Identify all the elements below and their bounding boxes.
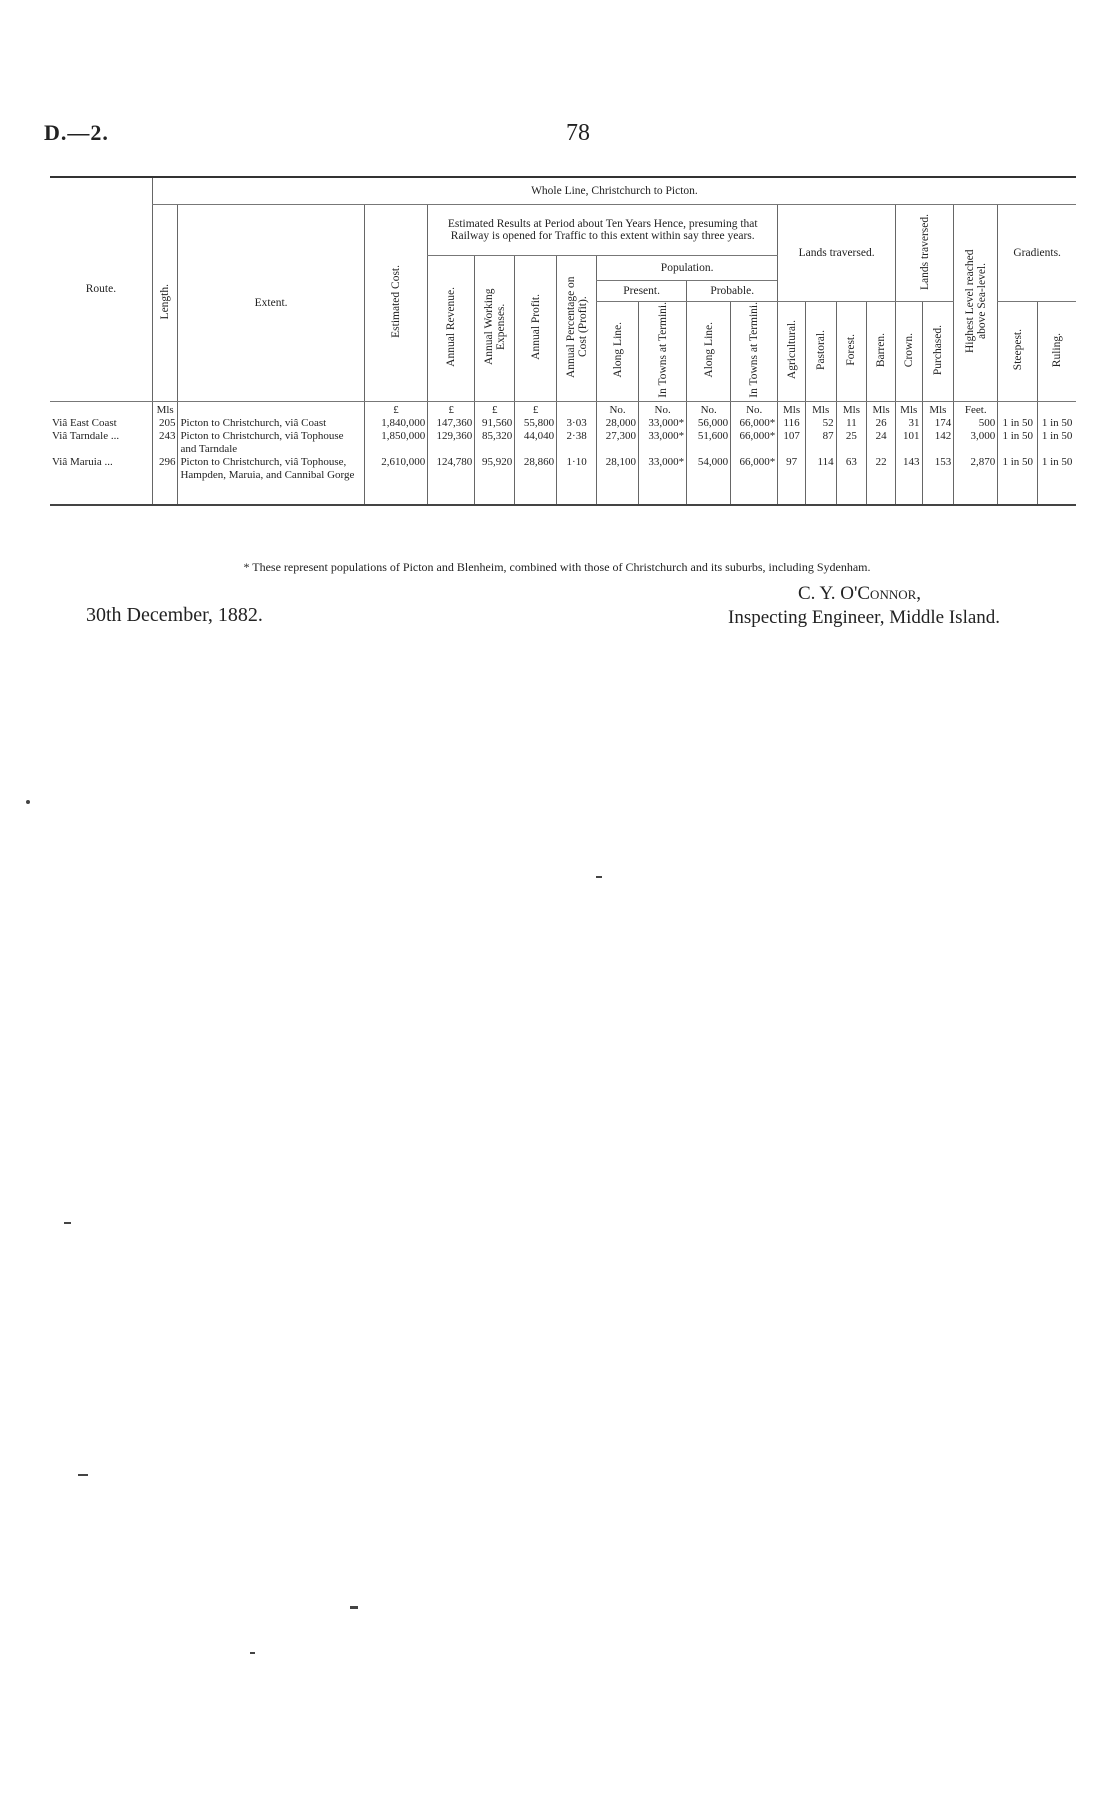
- present-towns-cell: 33,000*: [639, 430, 687, 456]
- agricultural-cell: 107: [778, 430, 806, 456]
- purchased-cell: 153: [922, 456, 954, 498]
- group-title: Whole Line, Christchurch to Picton.: [152, 177, 1076, 205]
- probable-along-cell: 56,000: [687, 417, 731, 430]
- forest-cell: 25: [836, 430, 867, 456]
- revenue-cell: 147,360: [428, 417, 475, 430]
- present-towns-cell: 33,000*: [639, 456, 687, 498]
- present-towns-cell: 33,000*: [639, 417, 687, 430]
- crown-cell: 143: [895, 456, 922, 498]
- document-code: D.—2.: [44, 120, 109, 145]
- unit-cell: Mls: [778, 401, 806, 417]
- pastoral-cell: 52: [805, 417, 836, 430]
- profit-cell: 28,860: [515, 456, 557, 498]
- unit-cell: No.: [639, 401, 687, 417]
- length-header: Length.: [152, 205, 178, 402]
- unit-cell: Mls: [152, 401, 178, 417]
- steepest-cell: 1 in 50: [998, 430, 1038, 456]
- present-along-cell: 28,000: [597, 417, 639, 430]
- unit-cell: Mls: [805, 401, 836, 417]
- percentage-cell: 1·10: [557, 456, 597, 498]
- unit-cell: £: [475, 401, 515, 417]
- lands-traversed-header: Lands traversed.: [778, 205, 896, 302]
- gradients-header: Gradients.: [998, 205, 1076, 302]
- highest-level-cell: 3,000: [954, 430, 998, 456]
- unit-cell: No.: [597, 401, 639, 417]
- barren-header: Barren.: [867, 302, 896, 402]
- unit-cell: Mls: [867, 401, 896, 417]
- unit-cell: [557, 401, 597, 417]
- purchased-header: Purchased.: [922, 302, 954, 402]
- percentage-header: Annual Percentage on Cost (Profit).: [557, 256, 597, 402]
- steepest-header: Steepest.: [998, 302, 1038, 402]
- highest-level-header: Highest Level reached above Sea-level.: [954, 205, 998, 402]
- ruling-cell: 1 in 50: [1038, 430, 1076, 456]
- scan-speck: [26, 800, 30, 804]
- profit-cell: 44,040: [515, 430, 557, 456]
- pastoral-cell: 87: [805, 430, 836, 456]
- crown-cell: 31: [895, 417, 922, 430]
- present-along-cell: 28,100: [597, 456, 639, 498]
- route-header: Route.: [50, 177, 152, 401]
- signatory-title: Inspecting Engineer, Middle Island.: [728, 607, 1001, 628]
- scan-speck: [64, 1222, 71, 1224]
- signature-block: [728, 582, 1000, 630]
- scan-speck: [250, 1652, 255, 1654]
- pastoral-header: Pastoral.: [805, 302, 836, 402]
- probable-towns-cell: 66,000*: [731, 417, 778, 430]
- unit-cell: Feet.: [954, 401, 998, 417]
- unit-cell: £: [364, 401, 427, 417]
- length-cell: 243: [152, 430, 178, 456]
- forest-header: Forest.: [836, 302, 867, 402]
- unit-cell: No.: [731, 401, 778, 417]
- probable-along-cell: 51,600: [687, 430, 731, 456]
- unit-cell: Mls: [922, 401, 954, 417]
- present-along-cell: 27,300: [597, 430, 639, 456]
- profit-header: Annual Profit.: [515, 256, 557, 402]
- percentage-cell: 2·38: [557, 430, 597, 456]
- estimated-results-header: Estimated Results at Period about Ten Years Hence, presuming that Railway is opened for Traffic to this extent within say three years.: [428, 205, 778, 256]
- probable-along-cell: 54,000: [687, 456, 731, 498]
- purchased-cell: 142: [922, 430, 954, 456]
- unit-cell: £: [428, 401, 475, 417]
- probable-towns-cell: 66,000*: [731, 456, 778, 498]
- steepest-cell: 1 in 50: [998, 456, 1038, 498]
- length-cell: 205: [152, 417, 178, 430]
- extent-cell: Picton to Christchurch, viâ Coast: [178, 417, 364, 430]
- along-line-header: Along Line.: [687, 302, 731, 402]
- table-row: [50, 456, 1076, 498]
- highest-level-cell: 2,870: [954, 456, 998, 498]
- extent-cell: Picton to Christchurch, viâ Tophouse, Hampden, Maruia, and Cannibal Gorge: [178, 456, 364, 498]
- probable-towns-cell: 66,000*: [731, 430, 778, 456]
- probable-header: Probable.: [687, 281, 778, 302]
- towns-header: In Towns at Termini.: [731, 302, 778, 402]
- population-header: Population.: [597, 256, 778, 281]
- ruling-cell: 1 in 50: [1038, 456, 1076, 498]
- scan-speck: [596, 876, 602, 878]
- unit-cell: No.: [687, 401, 731, 417]
- percentage-cell: 3·03: [557, 417, 597, 430]
- length-cell: 296: [152, 456, 178, 498]
- page-number: 78: [566, 120, 590, 146]
- agricultural-header: Agricultural.: [778, 302, 806, 402]
- scan-speck: [78, 1474, 88, 1476]
- ruling-cell: 1 in 50: [1038, 417, 1076, 430]
- unit-cell: [1038, 401, 1076, 417]
- unit-cell: [998, 401, 1038, 417]
- route-cell: Viâ Tarndale ...: [52, 429, 120, 442]
- agricultural-cell: 97: [778, 456, 806, 498]
- extent-header: Extent.: [178, 205, 364, 402]
- working-cell: 95,920: [475, 456, 515, 498]
- signatory-name: C. Y. O'Connor,: [798, 583, 922, 604]
- extent-cell: Picton to Christchurch, viâ Tophouse and Tarndale: [178, 430, 364, 456]
- ruling-header: Ruling.: [1038, 302, 1076, 402]
- pastoral-cell: 114: [805, 456, 836, 498]
- barren-cell: 24: [867, 430, 896, 456]
- forest-cell: 63: [836, 456, 867, 498]
- highest-level-cell: 500: [954, 417, 998, 430]
- date: 30th December, 1882.: [86, 604, 263, 626]
- cost-cell: 1,840,000: [364, 417, 427, 430]
- units-row: [50, 401, 1076, 417]
- route-cell: Viâ East Coast: [52, 416, 117, 429]
- along-line-header: Along Line.: [597, 302, 639, 402]
- purchased-cell: 174: [922, 417, 954, 430]
- table-row: [50, 417, 1076, 430]
- unit-cell: Mls: [895, 401, 922, 417]
- footnote: * These represent populations of Picton and Blenheim, combined with those of Christchurch and its suburbs, including Sydenham.: [243, 560, 871, 574]
- unit-cell: [178, 401, 364, 417]
- crown-cell: 101: [895, 430, 922, 456]
- towns-header: In Towns at Termini.: [639, 302, 687, 402]
- present-header: Present.: [597, 281, 687, 302]
- revenue-cell: 124,780: [428, 456, 475, 498]
- table-row: [50, 430, 1076, 456]
- profit-cell: 55,800: [515, 417, 557, 430]
- unit-cell: Mls: [836, 401, 867, 417]
- table-bottom-rule: [50, 498, 1076, 505]
- barren-cell: 26: [867, 417, 896, 430]
- cost-cell: 2,610,000: [364, 456, 427, 498]
- revenue-cell: 129,360: [428, 430, 475, 456]
- scan-speck: [350, 1606, 358, 1609]
- unit-cell: £: [515, 401, 557, 417]
- route-comparison-table: [50, 176, 1076, 506]
- route-cell: Viâ Maruia ...: [52, 455, 113, 468]
- estimated-cost-header: Estimated Cost.: [364, 205, 427, 402]
- revenue-header: Annual Revenue.: [428, 256, 475, 402]
- working-cell: 85,320: [475, 430, 515, 456]
- lands-traversed2-header: Lands traversed.: [895, 205, 953, 302]
- crown-header: Crown.: [895, 302, 922, 402]
- agricultural-cell: 116: [778, 417, 806, 430]
- barren-cell: 22: [867, 456, 896, 498]
- forest-cell: 11: [836, 417, 867, 430]
- working-cell: 91,560: [475, 417, 515, 430]
- steepest-cell: 1 in 50: [998, 417, 1038, 430]
- working-header: Annual Working Expenses.: [475, 256, 515, 402]
- cost-cell: 1,850,000: [364, 430, 427, 456]
